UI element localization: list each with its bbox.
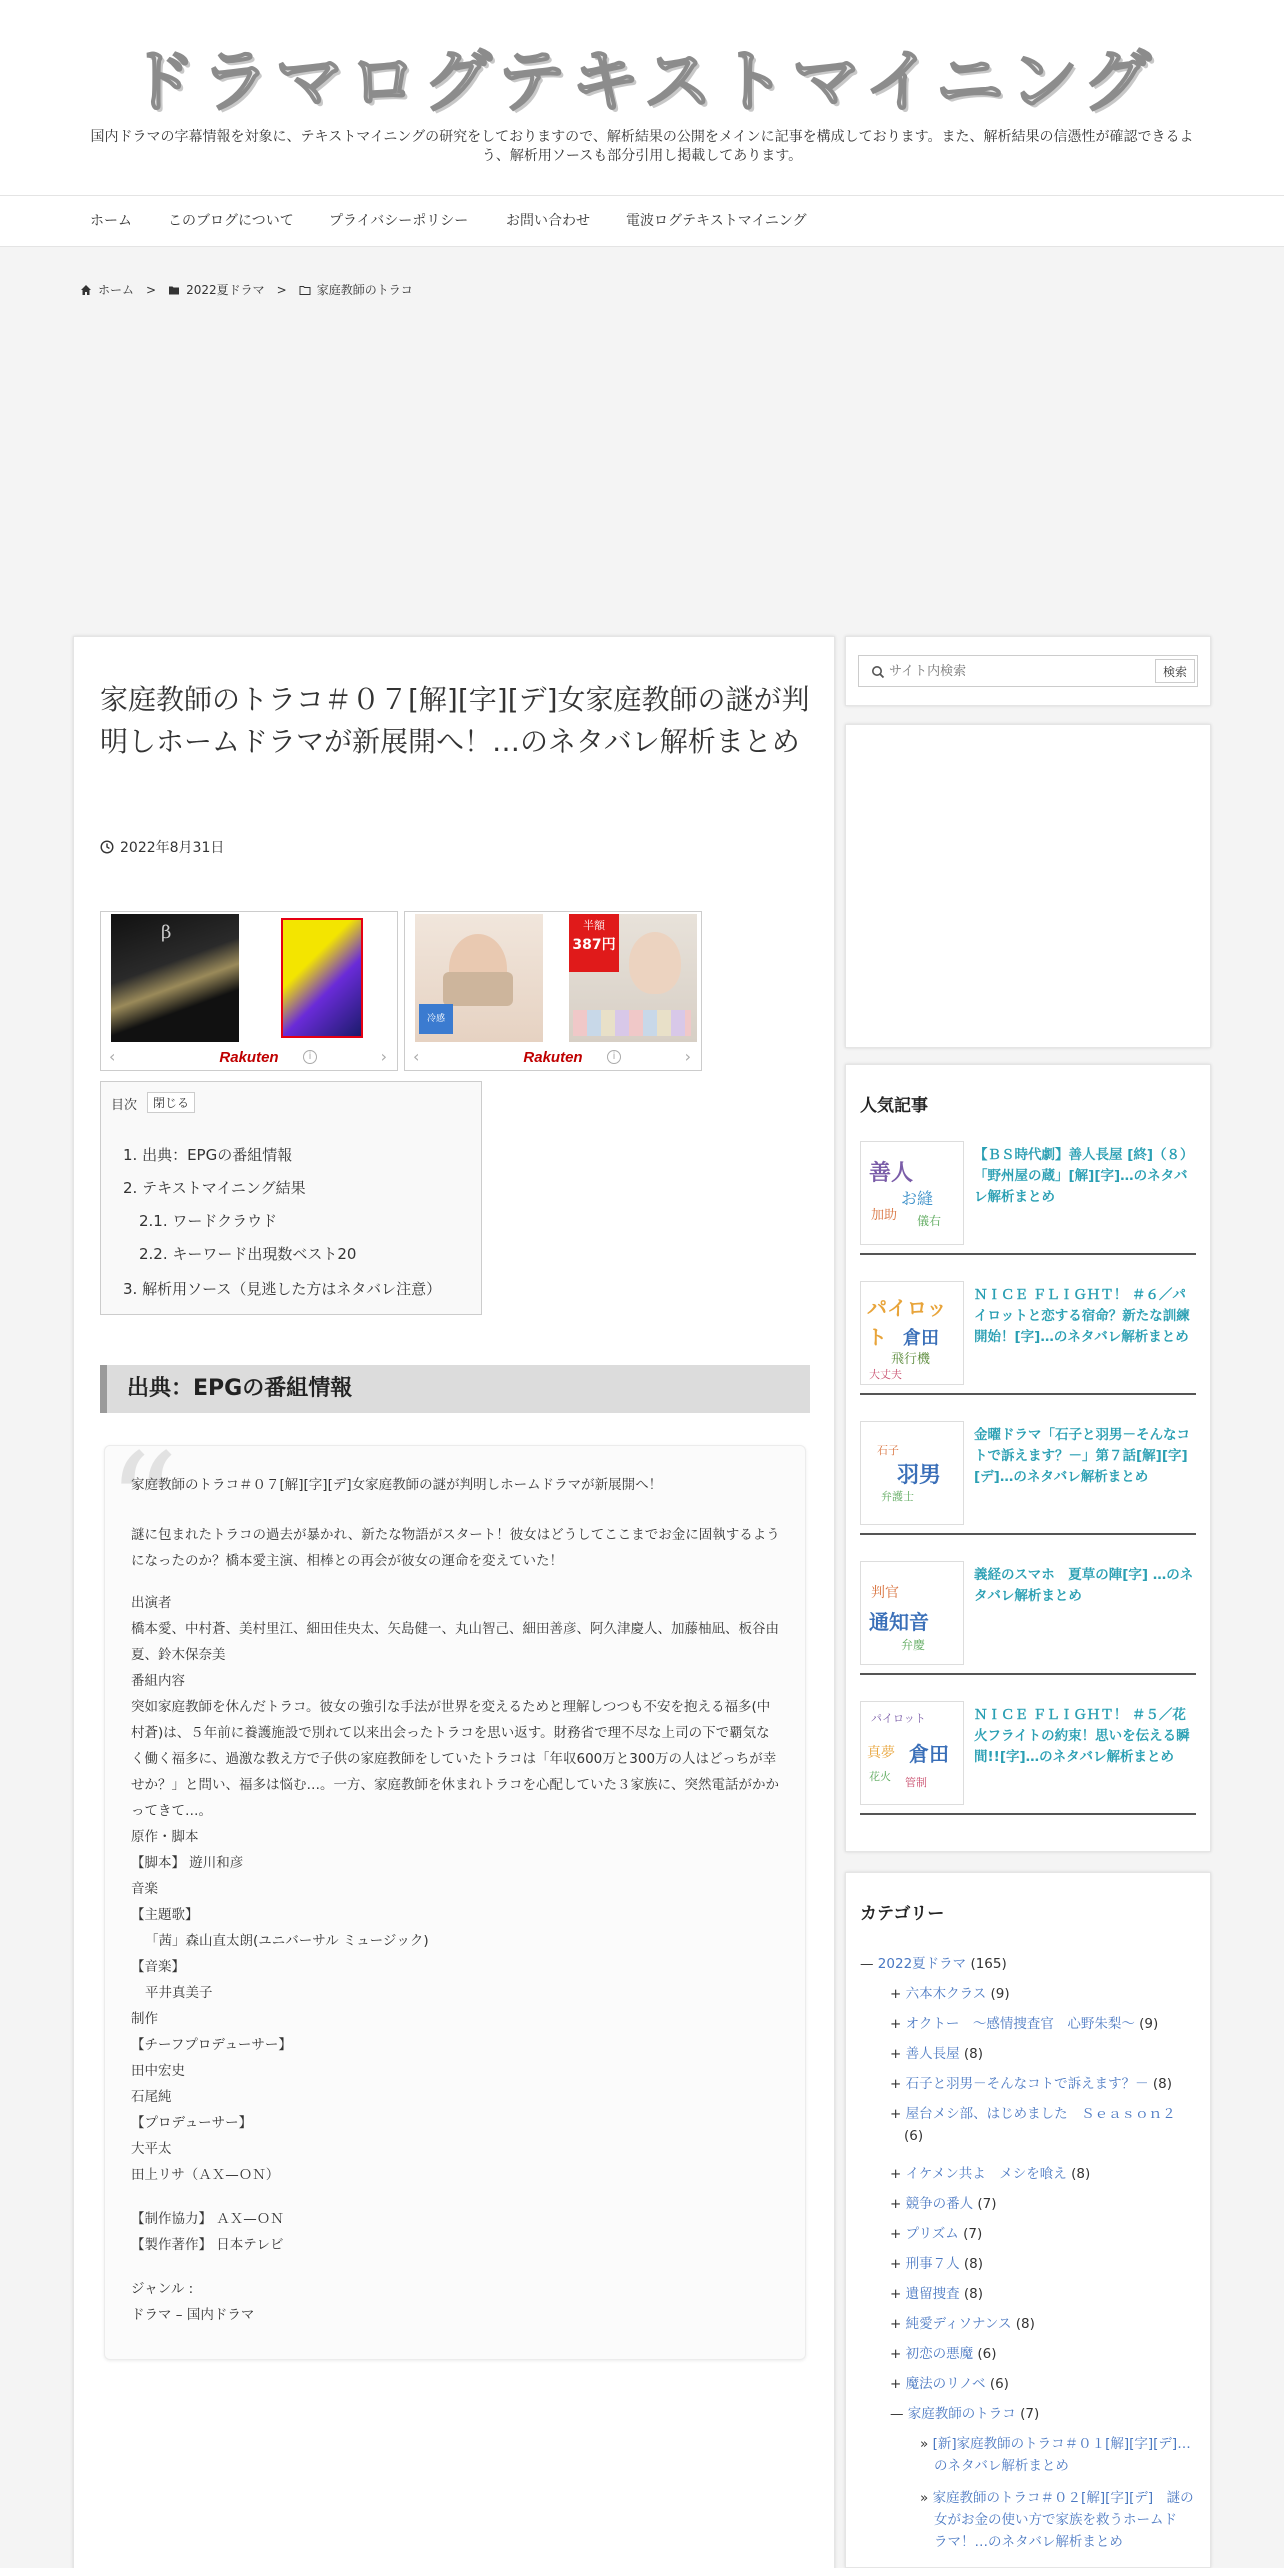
ad-next-arrow[interactable]: ›	[684, 1047, 691, 1066]
section-heading: 出典：EPGの番組情報	[100, 1365, 810, 1413]
plus-icon[interactable]: +	[890, 2166, 906, 2182]
sidebar-ad-space	[845, 724, 1211, 1048]
epg-line: 大平太	[131, 2141, 172, 2157]
category-count: (9)	[1139, 2016, 1159, 2032]
category-link[interactable]: 2022夏ドラマ	[877, 1956, 967, 1972]
category-parent	[860, 1953, 1007, 1975]
folder-open-icon	[299, 284, 311, 296]
category-item	[890, 2253, 983, 2275]
nav-item-home[interactable]: ホーム	[90, 213, 132, 229]
epg-line: 原作・脚本	[131, 1829, 199, 1845]
category-link[interactable]: 善人長屋	[905, 2046, 960, 2062]
popular-thumbnail[interactable]: パイロット 倉田 飛行機 大丈夫	[860, 1281, 964, 1385]
post-marker-icon: »	[920, 2436, 933, 2452]
ad-prev-arrow[interactable]: ‹	[413, 1047, 420, 1066]
category-count: (7)	[977, 2196, 997, 2212]
rakuten-ad-right[interactable]	[404, 911, 702, 1071]
nav-item-denpa-log[interactable]: 電波ログテキストマイニング	[626, 213, 807, 229]
breadcrumb-separator: >	[146, 282, 157, 297]
popular-item[interactable]	[860, 1691, 1196, 1815]
search-button[interactable]: 検索	[1155, 659, 1195, 683]
search-input[interactable]	[889, 660, 1149, 682]
plus-icon[interactable]: +	[890, 2316, 906, 2332]
epg-line: 音楽	[131, 1881, 158, 1897]
epg-summary: 謎に包まれたトラコの過去が暴かれ、新たな物語がスタート！彼女はどうしてここまでお金に固執するようになったのか？橋本愛主演、相棒との再会が彼女の運命を変えていた！	[131, 1527, 780, 1569]
category-count: (8)	[1015, 2316, 1035, 2332]
sidebar-search-widget	[845, 636, 1211, 706]
plus-icon[interactable]: +	[890, 2346, 906, 2362]
epg-line: 【音楽】	[131, 1959, 185, 1975]
plus-icon[interactable]: +	[890, 2376, 906, 2392]
breadcrumb	[80, 281, 413, 298]
epg-line: 田上リサ（ＡＸ—ＯＮ）	[131, 2167, 280, 2183]
site-tagline: 国内ドラマの字幕情報を対象に、テキストマイニングの研究をしておりますので、解析結果の公開をメインに記事を構成しております。また、解析結果の信憑性が確認できるよう、解析用ソースも部分引用し掲載してあります。	[90, 129, 1194, 164]
ad-price: 387円	[572, 937, 616, 953]
category-link[interactable]: 競争の番人	[905, 2196, 974, 2212]
epg-line: 【脚本】 遊川和彦	[131, 1855, 244, 1871]
popular-thumbnail[interactable]: 善人 お縫 加助 儀右	[860, 1141, 964, 1245]
article	[73, 636, 835, 2568]
epg-line: 【製作著作】 日本テレビ	[131, 2237, 284, 2253]
epg-line: 石尾純	[131, 2089, 172, 2105]
toc-item[interactable]: 2. テキストマイニング結果	[123, 1179, 306, 1197]
category-link[interactable]: 純愛ディソナンス	[905, 2316, 1012, 2332]
category-link[interactable]: 家庭教師のトラコ	[907, 2406, 1016, 2422]
epg-line: 番組内容	[131, 1673, 185, 1689]
epg-line: 「茜」森山直太朗(ユニバーサル ミュージック)	[145, 1933, 429, 1949]
category-link[interactable]: オクトー ～感情捜査官 心野朱梨～	[905, 2016, 1135, 2032]
post-marker-icon: »	[920, 2490, 933, 2506]
popular-item-title[interactable]: ＮＩＣＥ ＦＬＩＧＨＴ！ ＃５／花火フライトの約束！思いを伝える瞬間!![字]…のネタバレ解析まとめ	[974, 1707, 1190, 1765]
epg-line: ジャンル :	[131, 2281, 194, 2297]
category-count: (8)	[1152, 2076, 1173, 2092]
category-item-expanded	[890, 2403, 1039, 2425]
epg-headline: 家庭教師のトラコ＃０７[解][字][デ]女家庭教師の謎が判明しホームドラマが新展開へ！	[131, 1477, 663, 1493]
home-icon	[80, 284, 92, 296]
category-post-link-cont[interactable]: のネタバレ解析まとめ	[934, 2458, 1069, 2474]
plus-icon[interactable]: +	[890, 2226, 906, 2242]
category-link[interactable]: 魔法のリノベ	[905, 2376, 986, 2392]
quote-mark-icon: “	[107, 1424, 179, 1587]
category-item	[890, 2163, 1090, 2185]
table-of-contents	[100, 1081, 482, 1315]
toc-item[interactable]: 3. 解析用ソース（見逃した方はネタバレ注意）	[123, 1280, 442, 1298]
breadcrumb-subcategory[interactable]: 家庭教師のトラコ	[316, 283, 413, 297]
search-icon	[871, 665, 885, 679]
epg-line: 突如家庭教師を休んだトラコ。彼女の強引な手法が世界を変えるためと理解しつつも不安を抱える福多(中村蒼)は、５年前に養護施設で別れて以来出会ったトラコを思い返す。財務省で理不尽な上司の下で覇気なく働く福多に、過激な教え方で子供の家庭教師をしていたトラコは「年収600万と300万の人はどっちが幸せか？」と問い、福多は悩む…。一方、家庭教師を休まれトラコを心配していた３家族に、突然電話がかかってきて…。	[131, 1699, 779, 1819]
category-item	[890, 2103, 1190, 2147]
popular-item[interactable]	[860, 1131, 1196, 1255]
category-item	[890, 2343, 997, 2365]
category-count: (9)	[990, 1986, 1010, 2002]
site-header	[0, 0, 1284, 195]
category-link[interactable]: 石子と羽男－そんなコトで訴えます？－	[905, 2076, 1149, 2092]
category-item	[890, 2043, 983, 2065]
epg-line: ドラマ – 国内ドラマ	[131, 2307, 255, 2323]
popular-title: 人気記事	[860, 1096, 928, 1116]
ad-brand-mark: β	[161, 922, 172, 943]
nav-item-about[interactable]: このブログについて	[168, 213, 294, 229]
category-link[interactable]: 屋台メシ部、はじめました Ｓｅａｓｏｎ２	[905, 2106, 1176, 2122]
ad-info-icon[interactable]: i	[607, 1050, 621, 1064]
category-count: (7)	[963, 2226, 983, 2242]
epg-line: 【チーフプロデューサー】	[131, 2037, 292, 2053]
category-link[interactable]: 六本木クラス	[905, 1986, 987, 2002]
plus-icon[interactable]: +	[890, 2196, 906, 2212]
mask-color-swatches	[573, 1010, 691, 1036]
category-link[interactable]: プリズム	[905, 2226, 959, 2242]
post-date	[100, 837, 224, 857]
epg-line: 制作	[131, 2011, 158, 2027]
category-post-item	[920, 2487, 1210, 2553]
popular-thumbnail[interactable]: 羽男 石子 弁護士	[860, 1421, 964, 1525]
category-item	[890, 2193, 997, 2215]
global-nav	[0, 195, 1284, 247]
popular-item[interactable]	[860, 1271, 1196, 1395]
category-post-link[interactable]: 家庭教師のトラコ＃０２[解][字][デ] 謎の	[932, 2490, 1194, 2506]
epg-line: 田中宏史	[131, 2063, 185, 2079]
category-post-link[interactable]: [新]家庭教師のトラコ＃０１[解][字][デ]…	[932, 2436, 1191, 2452]
toc-item[interactable]: 1. 出典：EPGの番組情報	[123, 1146, 293, 1164]
ad-image-splatoon-3[interactable]	[265, 914, 393, 1042]
post-date-text: 2022年8月31日	[120, 840, 225, 856]
epg-line: 平井真美子	[145, 1985, 213, 2001]
category-item	[890, 2313, 1035, 2335]
category-count: (7)	[1020, 2406, 1040, 2422]
category-item	[890, 2073, 1172, 2095]
category-count: (8)	[1071, 2166, 1091, 2182]
plus-icon[interactable]: +	[890, 1986, 906, 2002]
ad-next-arrow[interactable]: ›	[380, 1047, 387, 1066]
epg-line: 出演者	[131, 1595, 172, 1611]
popular-item-title[interactable]: 義経のスマホ 夏草の陣[字] …のネタバレ解析まとめ	[974, 1567, 1194, 1604]
nav-item-privacy[interactable]: プライバシーポリシー	[329, 213, 469, 229]
site-logo[interactable]	[0, 28, 1284, 125]
site-logo-text[interactable]: ドラマログテキストマイニング	[127, 44, 1157, 120]
category-link[interactable]: 遺留捜査	[905, 2286, 960, 2302]
category-count: (165)	[970, 1956, 1007, 1972]
rakuten-logo[interactable]: Rakuten	[523, 1049, 583, 1066]
plus-icon[interactable]: +	[890, 2106, 906, 2122]
category-link[interactable]: 初恋の悪魔	[905, 2346, 974, 2362]
plus-icon[interactable]: +	[890, 2016, 906, 2032]
category-count: (8)	[963, 2046, 984, 2062]
category-count: (8)	[963, 2256, 984, 2272]
toc-title: 目次	[111, 1098, 138, 1113]
toc-item[interactable]: 2.1. ワードクラウド	[139, 1212, 278, 1230]
epg-line: 【制作協力】 ＡＸ—ＯＮ	[131, 2211, 284, 2227]
ad-image-mineral-water[interactable]	[111, 914, 239, 1042]
plus-icon[interactable]: +	[890, 2286, 906, 2302]
category-item	[890, 2013, 1158, 2035]
category-item	[890, 2373, 1009, 2395]
popular-thumbnail[interactable]: パイロット 倉田 真夢 花火 管制	[860, 1701, 964, 1805]
ad-image-mask-beige[interactable]	[415, 914, 543, 1042]
breadcrumb-category[interactable]: 2022夏ドラマ	[186, 283, 265, 297]
folder-icon	[168, 284, 180, 296]
category-item	[890, 2283, 983, 2305]
model-face	[629, 932, 681, 994]
clock-icon	[100, 840, 114, 854]
category-count: (6)	[904, 2128, 924, 2144]
search-form	[858, 655, 1198, 687]
epg-line: 橋本愛、中村蒼、美村里江、細田佳央太、矢島健一、丸山智己、細田善彦、阿久津慶人、加藤柚凪、板谷由夏、鈴木保奈美	[131, 1621, 779, 1663]
category-count: (6)	[989, 2376, 1009, 2392]
ad-badge-text: 半額	[583, 919, 605, 932]
category-count: (6)	[977, 2346, 997, 2362]
toc-close-button[interactable]: 閉じる	[147, 1092, 195, 1113]
ad-cool-label: 冷感	[419, 1004, 453, 1034]
rakuten-ad-left[interactable]	[100, 911, 398, 1071]
breadcrumb-separator: >	[276, 282, 287, 297]
nav-item-contact[interactable]: お問い合わせ	[506, 213, 590, 229]
popular-thumbnail[interactable]: 判官 通知音 弁慶	[860, 1561, 964, 1665]
popular-item[interactable]	[860, 1411, 1196, 1535]
ad-info-icon[interactable]: i	[303, 1050, 317, 1064]
popular-item-title[interactable]: 【ＢＳ時代劇】善人長屋 [終]（８）「野州屋の蔵」[解][字]…のネタバレ解析まとめ	[974, 1147, 1194, 1205]
sidebar-category-widget	[845, 1872, 1211, 2568]
plus-icon[interactable]: +	[890, 2256, 906, 2272]
category-post-link-cont[interactable]: 女がお金の使い方で家族を救うホームド	[934, 2512, 1177, 2528]
category-post-item	[920, 2433, 1200, 2477]
post-title: 家庭教師のトラコ＃０７[解][字][デ]女家庭教師の謎が判明しホームドラマが新展開へ！…のネタバレ解析まとめ	[100, 683, 810, 758]
category-link[interactable]: 刑事７人	[905, 2256, 960, 2272]
epg-line: 【主題歌】	[131, 1907, 199, 1923]
epg-line: 【プロデューサー】	[131, 2115, 253, 2131]
category-count: (8)	[963, 2286, 984, 2302]
half-price-badge	[569, 914, 619, 972]
mask-shape	[443, 972, 513, 1006]
category-post-link-cont[interactable]: ラマ！…のネタバレ解析まとめ	[934, 2534, 1123, 2550]
collapse-marker-icon[interactable]: —	[890, 2406, 904, 2422]
sidebar-popular-widget	[845, 1064, 1211, 1852]
toc-item[interactable]: 2.2. キーワード出現数ベスト20	[139, 1245, 357, 1263]
rakuten-logo[interactable]: Rakuten	[219, 1049, 279, 1066]
category-link[interactable]: イケメン共よ メシを喰え	[905, 2166, 1067, 2182]
ad-prev-arrow[interactable]: ‹	[109, 1047, 116, 1066]
plus-icon[interactable]: +	[890, 2046, 906, 2062]
collapse-marker-icon[interactable]: —	[860, 1956, 874, 1972]
ad-image-mask-colors[interactable]	[569, 914, 697, 1042]
popular-item-title[interactable]: ＮＩＣＥ ＦＬＩＧＨＴ！ ＃６／パイロットと恋する宿命？新たな訓練開始！[字]…のネタバレ解析まとめ	[974, 1287, 1190, 1345]
popular-item[interactable]	[860, 1551, 1196, 1675]
game-box-art	[281, 918, 363, 1038]
category-item	[890, 2223, 982, 2245]
category-title: カテゴリー	[860, 1904, 945, 1924]
category-item	[890, 1983, 1010, 2005]
popular-item-title[interactable]: 金曜ドラマ「石子と羽男－そんなコトで訴えます？－」第７話[解][字][デ]…のネタバレ解析まとめ	[974, 1427, 1190, 1485]
breadcrumb-home[interactable]: ホーム	[98, 283, 135, 297]
epg-blockquote	[104, 1424, 806, 2360]
plus-icon[interactable]: +	[890, 2076, 906, 2092]
